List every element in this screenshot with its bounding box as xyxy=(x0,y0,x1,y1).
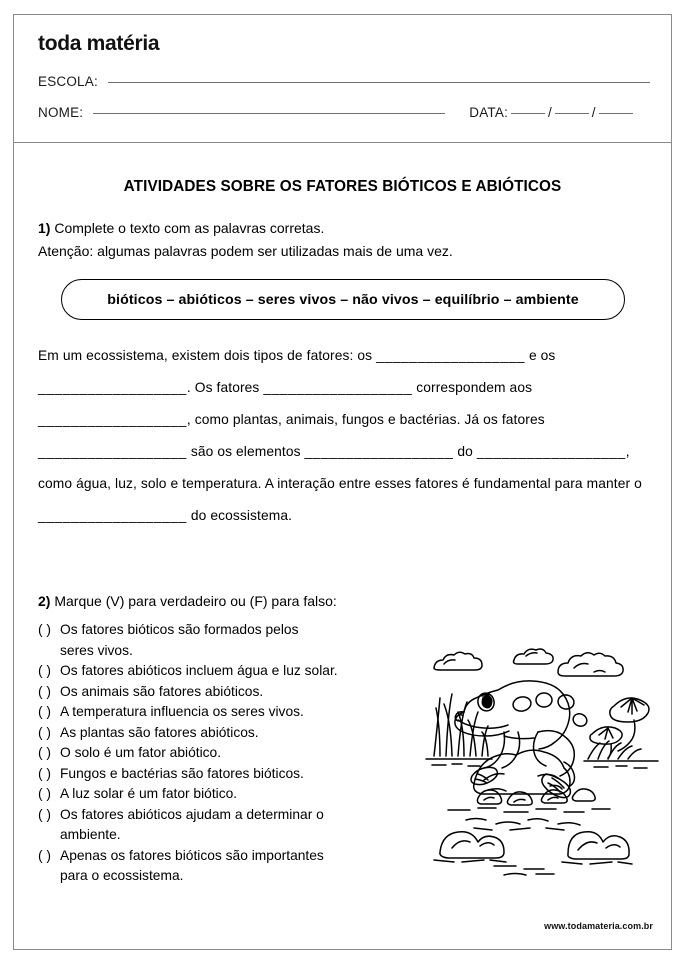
list-item xyxy=(38,723,418,744)
answer-checkbox-3[interactable]: ( ) xyxy=(38,683,52,699)
data-slash-1: / xyxy=(548,105,552,120)
answer-checkbox-5[interactable]: ( ) xyxy=(38,724,52,740)
escola-label: ESCOLA: xyxy=(38,74,98,89)
worksheet-page xyxy=(13,14,672,950)
item-text-10-cont: para o ecossistema. xyxy=(60,868,184,883)
item-text-1-cont: seres vivos. xyxy=(60,642,133,658)
question2-prompt-text: Marque (V) para verdadeiro ou (F) para falso: xyxy=(54,593,337,609)
answer-checkbox-1[interactable]: ( ) xyxy=(38,622,52,637)
item-text-4: A temperatura influencia os seres vivos. xyxy=(60,704,304,719)
nome-field-row xyxy=(38,105,657,120)
cloud-icon-right xyxy=(558,653,623,676)
question1-number: 1) xyxy=(38,220,51,236)
cloud-icon-left xyxy=(434,652,482,670)
item-text-9-cont: ambiente. xyxy=(60,827,121,842)
cloze-part-9: do ecossistema. xyxy=(186,508,293,523)
list-item xyxy=(38,764,418,785)
question1-cloze-text xyxy=(38,340,654,532)
rock-cluster-front xyxy=(477,789,595,805)
item-text-9: Os fatores abióticos ajudam a determinar o xyxy=(60,806,324,822)
cloze-part-7: do xyxy=(453,444,477,459)
question2-prompt xyxy=(38,593,337,609)
item-text-2: Os fatores abióticos incluem água e luz solar. xyxy=(60,663,338,678)
answer-checkbox-10[interactable]: ( ) xyxy=(38,847,52,863)
answer-checkbox-8[interactable]: ( ) xyxy=(38,786,52,801)
cloud-icon-middle xyxy=(514,649,554,664)
data-month-line[interactable] xyxy=(555,113,589,114)
item-text-1: Os fatores bióticos são formados pelos xyxy=(60,622,299,637)
data-label: DATA: xyxy=(469,105,509,120)
answer-checkbox-9[interactable]: ( ) xyxy=(38,806,52,822)
rock-bottom-left xyxy=(434,832,506,862)
answer-checkbox-4[interactable]: ( ) xyxy=(38,704,52,719)
item-text-7: Fungos e bactérias são fatores bióticos. xyxy=(60,765,304,781)
cloze-part-8: , como água, luz, solo e temperatura. A interação entre esses fatores é fundamental para manter o xyxy=(38,444,642,491)
cloze-blank-6[interactable]: __________________ xyxy=(304,444,454,459)
worksheet-content xyxy=(14,143,671,949)
nome-label: NOME: xyxy=(38,105,84,120)
cloze-blank-7[interactable]: __________________ xyxy=(476,444,626,459)
water-ripple-right xyxy=(594,766,647,768)
item-text-8: A luz solar é um fator biótico. xyxy=(60,786,238,801)
question1-prompt-text: Complete o texto com as palavras corretas. xyxy=(54,220,325,236)
item-text-5: As plantas são fatores abióticos. xyxy=(60,724,259,740)
question2-number: 2) xyxy=(38,593,51,609)
escola-field-row xyxy=(38,74,657,89)
cloze-blank-2[interactable]: __________________ xyxy=(38,380,187,395)
water-ripples-bottom xyxy=(494,866,554,875)
answer-checkbox-7[interactable]: ( ) xyxy=(38,765,52,781)
item-text-3: Os animais são fatores abióticos. xyxy=(60,683,264,699)
cloze-part-1: Em um ecossistema, existem dois tipos de fatores: os xyxy=(38,348,377,363)
cloze-blank-4[interactable]: __________________ xyxy=(38,412,187,427)
cloze-part-4: correspondem aos xyxy=(412,380,533,395)
nome-input-line[interactable] xyxy=(93,113,445,114)
list-item xyxy=(38,661,418,682)
item-text-6: O solo é um fator abiótico. xyxy=(60,745,222,760)
list-item xyxy=(38,784,418,805)
cloze-part-3: . Os fatores xyxy=(186,380,264,395)
cloze-blank-8[interactable]: __________________ xyxy=(38,508,187,523)
data-slash-2: / xyxy=(591,105,596,120)
frog-pond-illustration xyxy=(418,628,666,876)
cloze-blank-5[interactable]: __________________ xyxy=(38,444,187,459)
question1-note: Atenção: algumas palavras podem ser utilizadas mais de uma vez. xyxy=(38,243,453,259)
cloze-part-6: são os elementos xyxy=(186,444,305,459)
true-false-list xyxy=(38,620,418,887)
rock-bottom-right xyxy=(562,832,632,864)
cloze-blank-1[interactable]: __________________ xyxy=(376,348,526,363)
data-day-line[interactable] xyxy=(511,113,545,114)
list-item xyxy=(38,682,418,703)
cloze-part-2: e os xyxy=(525,348,556,363)
list-item xyxy=(38,805,418,846)
item-text-10: Apenas os fatores bióticos são importantes xyxy=(60,847,324,863)
footer-url: www.todamateria.com.br xyxy=(544,921,653,931)
data-field-group xyxy=(469,105,635,120)
word-bank-text: bióticos – abióticos – seres vivos – não vivos – equilíbrio – ambiente xyxy=(107,291,579,308)
reeds-plant xyxy=(434,694,488,756)
worksheet-header xyxy=(14,15,671,143)
brand-logo: toda matéria xyxy=(38,32,160,55)
answer-checkbox-2[interactable]: ( ) xyxy=(38,663,52,678)
water-ripples-middle xyxy=(448,808,610,830)
cloze-part-5: , como plantas, animais, fungos e bactérias. Já os fatores xyxy=(186,412,545,427)
lily-pad-plant xyxy=(588,698,649,759)
page-title: ATIVIDADES SOBRE OS FATORES BIÓTICOS E ABIÓTICOS xyxy=(123,178,562,195)
list-item xyxy=(38,620,418,661)
list-item xyxy=(38,702,418,723)
word-bank-box xyxy=(61,279,625,320)
data-year-line[interactable] xyxy=(599,113,633,114)
list-item xyxy=(38,846,418,887)
answer-checkbox-6[interactable]: ( ) xyxy=(38,745,52,760)
list-item xyxy=(38,743,418,764)
cloze-blank-3[interactable]: __________________ xyxy=(263,380,413,395)
water-ripple-left xyxy=(432,764,480,766)
question1-prompt xyxy=(38,220,324,236)
escola-input-line[interactable] xyxy=(108,82,650,83)
